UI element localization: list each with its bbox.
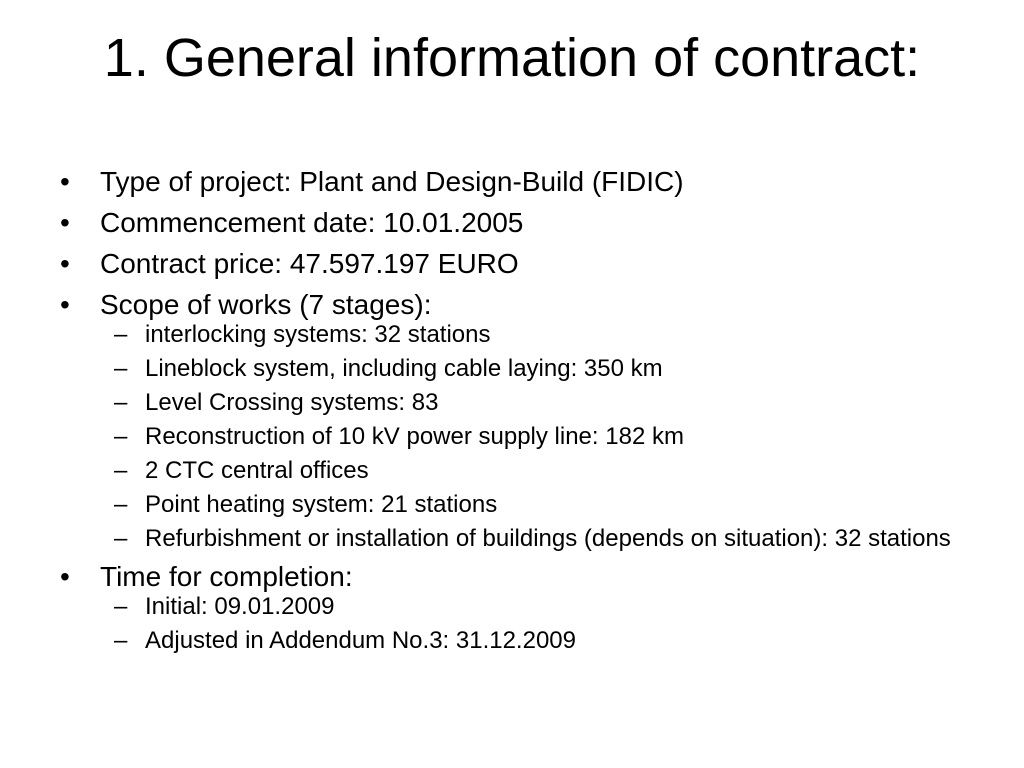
- dash-icon: –: [114, 389, 128, 416]
- sublist-item-text: Level Crossing systems: 83: [145, 389, 439, 416]
- sublist-item-text: interlocking systems: 32 stations: [145, 321, 491, 348]
- sublist-item-text: Lineblock system, including cable laying: 350 km: [145, 355, 663, 382]
- sublist-item-text: Reconstruction of 10 kV power supply line: 182 km: [145, 423, 684, 450]
- list-item-text: Commencement date: 10.01.2005: [100, 207, 524, 238]
- sublist-item: [100, 492, 980, 518]
- dash-icon: –: [114, 423, 128, 450]
- dash-icon: –: [114, 627, 128, 654]
- bullet-icon: •: [60, 248, 70, 279]
- bullet-icon: •: [60, 289, 70, 320]
- dash-icon: –: [114, 355, 128, 382]
- sublist-item: [100, 628, 980, 654]
- sublist-item-text: 2 CTC central offices: [145, 457, 369, 484]
- list-item-time-for-completion: [60, 561, 980, 654]
- sublist-item-text: Point heating system: 21 stations: [145, 491, 498, 518]
- list-item-text: Type of project: Plant and Design-Build (FIDIC): [100, 166, 684, 197]
- list-item-scope-of-works: [60, 289, 980, 552]
- bullet-icon: •: [60, 166, 70, 197]
- sublist-item: [100, 322, 980, 348]
- sublist-item-text: Adjusted in Addendum No.3: 31.12.2009: [145, 627, 576, 654]
- dash-icon: –: [114, 593, 128, 620]
- scope-sublist: [100, 322, 980, 552]
- sublist-item-text: Refurbishment or installation of buildings (depends on situation): 32 stations: [145, 525, 951, 552]
- completion-sublist: [100, 594, 980, 654]
- dash-icon: –: [114, 321, 128, 348]
- sublist-item: [100, 458, 980, 484]
- dash-icon: –: [114, 491, 128, 518]
- bullet-icon: •: [60, 207, 70, 238]
- slide-title: 1. General information of contract:: [103, 28, 921, 88]
- dash-icon: –: [114, 457, 128, 484]
- bullet-icon: •: [60, 561, 70, 592]
- list-item-project-type: [60, 166, 980, 198]
- list-item-text: Time for completion:: [100, 561, 353, 592]
- list-item-text: Contract price: 47.597.197 EURO: [100, 248, 519, 279]
- sublist-item: [100, 356, 980, 382]
- bullet-list: [60, 166, 980, 663]
- list-item-contract-price: [60, 248, 980, 280]
- sublist-item: [100, 424, 980, 450]
- dash-icon: –: [114, 525, 128, 552]
- list-item-commencement-date: [60, 207, 980, 239]
- sublist-item: [100, 526, 980, 552]
- sublist-item-text: Initial: 09.01.2009: [145, 593, 335, 620]
- sublist-item: [100, 594, 980, 620]
- sublist-item: [100, 390, 980, 416]
- list-item-text: Scope of works (7 stages):: [100, 289, 432, 320]
